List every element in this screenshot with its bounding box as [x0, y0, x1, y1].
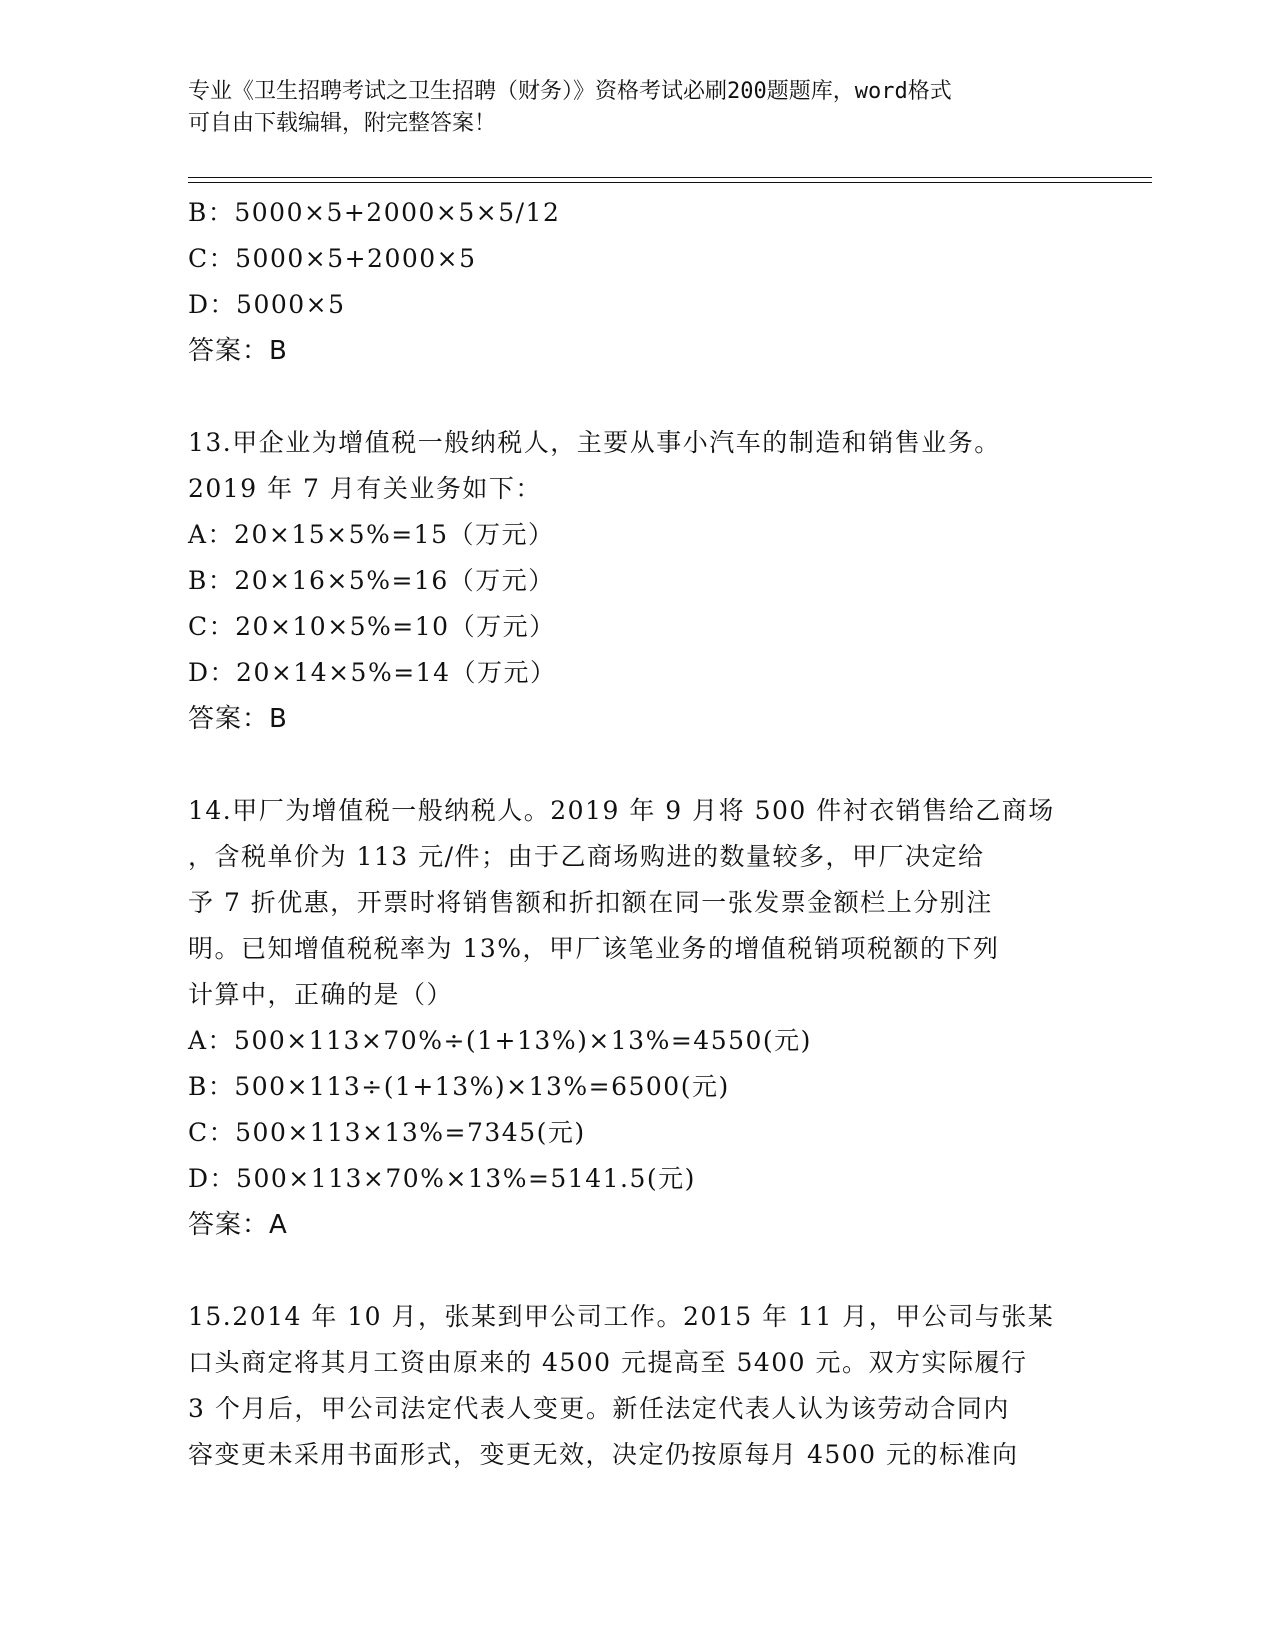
option-c: C：20×10×5%=10（万元）: [188, 612, 556, 641]
question-stem: 14.甲厂为增值税一般纳税人。2019 年 9 月将 500 件衬衣销售给乙商场: [188, 796, 1055, 825]
question-stem: 容变更未采用书面形式，变更无效，决定仍按原每月 4500 元的标准向: [188, 1440, 1019, 1469]
question-list: [188, 190, 1088, 1478]
question-stem: 口头商定将其月工资由原来的 4500 元提高至 5400 元。双方实际履行: [188, 1348, 1028, 1377]
header-divider-top: [188, 177, 1152, 178]
question-stem: 予 7 折优惠，开票时将销售额和折扣额在同一张发票金额栏上分别注: [188, 888, 993, 917]
option-a: A：20×15×5%=15（万元）: [188, 520, 555, 549]
answer: 答案：B: [188, 336, 288, 366]
option-a: A：500×113×70%÷(1+13%)×13%=4550(元): [188, 1026, 812, 1055]
option-b: B：5000×5+2000×5×5/12: [188, 198, 561, 227]
option-d: D：5000×5: [188, 290, 346, 319]
spacer: [188, 374, 1088, 420]
option-b: B：500×113÷(1+13%)×13%=6500(元): [188, 1072, 730, 1101]
question-14: [188, 788, 1088, 1248]
question-15: [188, 1294, 1088, 1478]
spacer: [188, 742, 1088, 788]
question-stem: 明。已知增值税税率为 13%，甲厂该笔业务的增值税销项税额的下列: [188, 934, 1000, 963]
question-stem: ，含税单价为 113 元/件；由于乙商场购进的数量较多，甲厂决定给: [188, 842, 985, 871]
option-c: C：500×113×13%=7345(元): [188, 1118, 586, 1147]
question-stem: 13.甲企业为增值税一般纳税人，主要从事小汽车的制造和销售业务。: [188, 428, 1001, 457]
spacer: [188, 1248, 1088, 1294]
option-c: C：5000×5+2000×5: [188, 244, 477, 273]
header-divider-bottom: [188, 182, 1152, 183]
option-d: D：500×113×70%×13%=5141.5(元): [188, 1164, 696, 1193]
question-12: [188, 190, 1088, 374]
option-b: B：20×16×5%=16（万元）: [188, 566, 555, 595]
question-stem: 15.2014 年 10 月，张某到甲公司工作。2015 年 11 月，甲公司与张某: [188, 1302, 1055, 1331]
answer: 答案：A: [188, 1210, 288, 1240]
question-stem: 2019 年 7 月有关业务如下：: [188, 474, 542, 503]
page-header: [188, 76, 1058, 140]
header-line-2: 可自由下载编辑，附完整答案！: [188, 111, 497, 136]
answer: 答案：B: [188, 704, 288, 734]
question-stem: 计算中，正确的是（）: [188, 980, 454, 1009]
option-d: D：20×14×5%=14（万元）: [188, 658, 557, 687]
header-line-1: 专业《卫生招聘考试之卫生招聘（财务）》资格考试必刷200题题库，word格式: [188, 79, 952, 104]
question-13: [188, 420, 1088, 742]
question-stem: 3 个月后，甲公司法定代表人变更。新任法定代表人认为该劳动合同内: [188, 1394, 1010, 1423]
